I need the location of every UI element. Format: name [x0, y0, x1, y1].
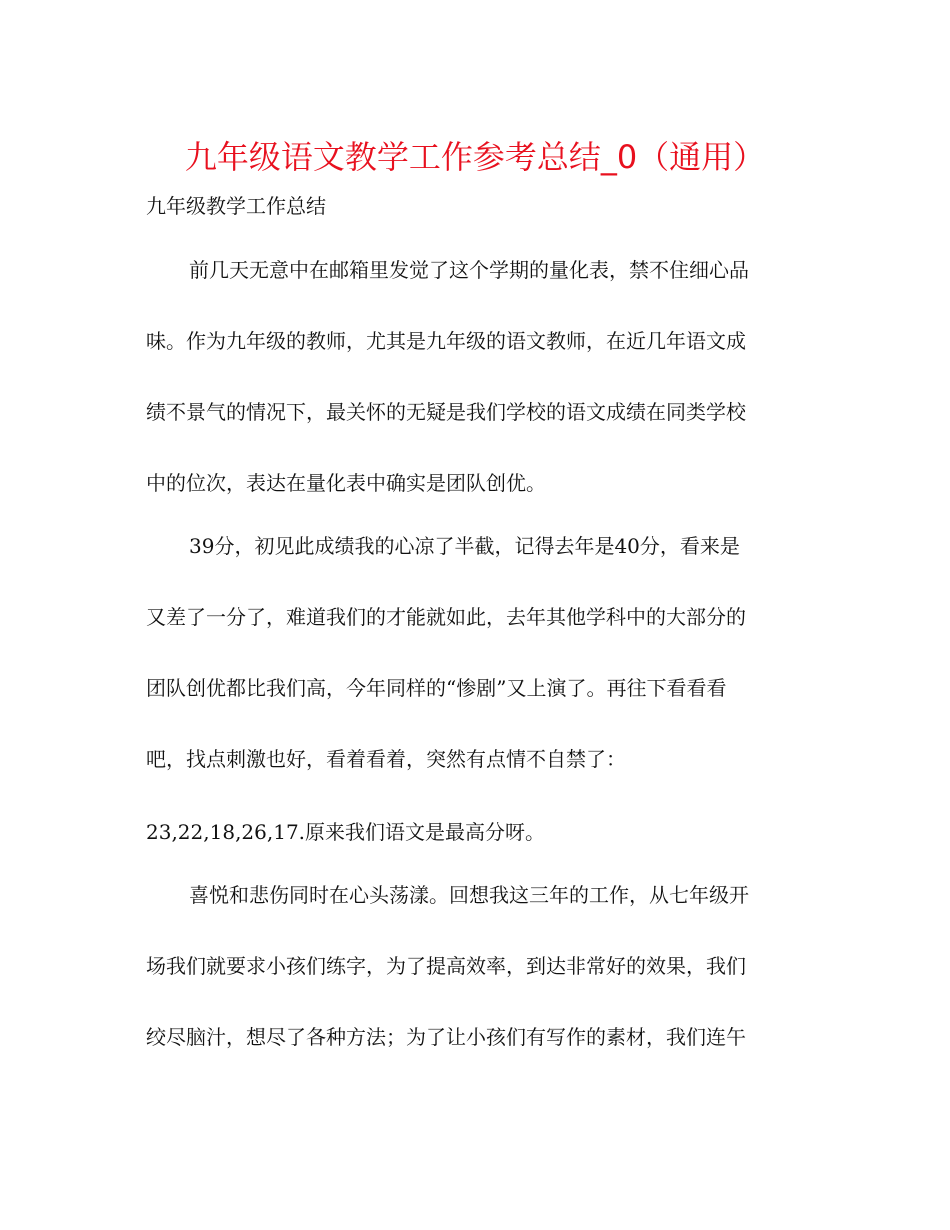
paragraph-2-line-1: 39分，初见此成绩我的心凉了半截，记得去年是40分，看来是 [189, 534, 740, 558]
paragraph-1-line-1: 前几天无意中在邮箱里发觉了这个学期的量化表，禁不住细心品 [189, 258, 749, 282]
document-title: 九年级语文教学工作参考总结_0（通用） [184, 138, 766, 176]
paragraph-2-line-2: 又差了一分了，难道我们的才能就如此，去年其他学科中的大部分的 [146, 605, 746, 629]
paragraph-1-line-4: 中的位次，表达在量化表中确实是团队创优。 [146, 471, 546, 495]
paragraph-2-line-3: 团队创优都比我们高，今年同样的“惨剧”又上演了。再往下看看看 [146, 676, 727, 700]
paragraph-4-line-1: 喜悦和悲伤同时在心头荡漾。回想我这三年的工作，从七年级开 [189, 883, 749, 907]
paragraph-3-line-1: 23,22,18,26,17.原来我们语文是最高分呀。 [146, 820, 546, 844]
document-subtitle: 九年级教学工作总结 [146, 194, 326, 218]
paragraph-4-line-3: 绞尽脑汁，想尽了各种方法；为了让小孩们有写作的素材，我们连午 [146, 1025, 746, 1049]
paragraph-4-line-2: 场我们就要求小孩们练字，为了提高效率，到达非常好的效果，我们 [146, 954, 746, 978]
paragraph-1-line-3: 绩不景气的情况下，最关怀的无疑是我们学校的语文成绩在同类学校 [146, 400, 746, 424]
paragraph-2-line-4: 吧，找点刺激也好，看着看着，突然有点情不自禁了： [146, 747, 626, 771]
paragraph-1-line-2: 味。作为九年级的教师，尤其是九年级的语文教师，在近几年语文成 [146, 329, 746, 353]
